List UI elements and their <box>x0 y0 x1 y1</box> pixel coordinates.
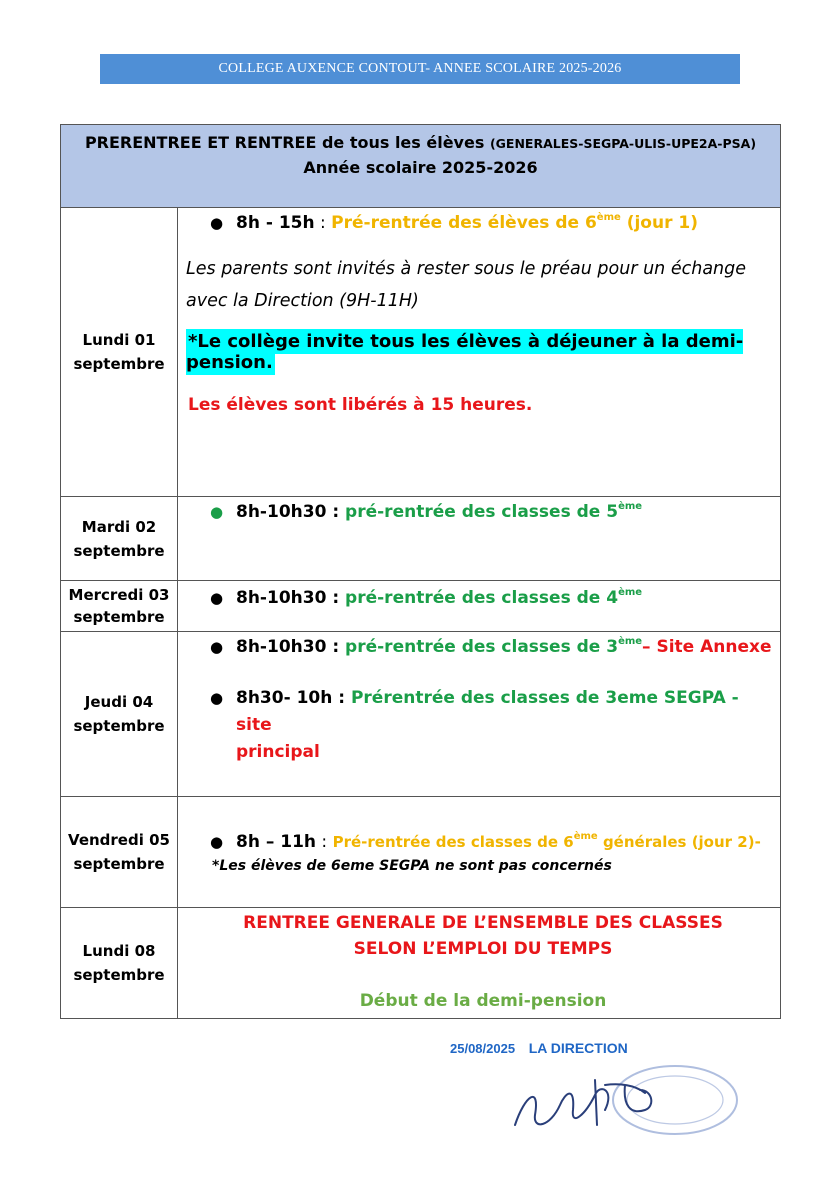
rentree-line-2: SELON L’EMPLOI DU TEMPS <box>353 939 613 959</box>
day-label: Jeudi 04 <box>84 693 154 711</box>
bullet-icon: ● <box>210 833 224 851</box>
signature-stamp-icon <box>505 1055 745 1155</box>
item-text: Prérentrée des classes de 3eme SEGPA - <box>350 688 739 708</box>
schedule-item <box>186 211 780 235</box>
bullet-icon: ● <box>210 589 224 607</box>
header-title: PRERENTREE ET RENTREE de tous les élèves <box>84 133 485 152</box>
schedule-item <box>186 635 780 659</box>
bullet-icon: ● <box>210 503 224 521</box>
release-note: Les élèves sont libérés à 15 heures. <box>188 395 533 415</box>
schedule-item <box>186 586 780 610</box>
table-row <box>61 632 781 797</box>
item-time: 8h-10h30 : <box>236 588 346 608</box>
footer-signatory: LA DIRECTION <box>528 1040 628 1056</box>
item-text: pré-rentrée des classes de 5 <box>345 502 619 522</box>
lunch-line <box>186 331 780 373</box>
item-sup: ème <box>618 636 643 647</box>
item-time: 8h – 11h <box>236 832 317 852</box>
table-row <box>61 581 781 632</box>
footer-date: 25/08/2025 <box>450 1041 516 1056</box>
day-cell <box>61 797 178 908</box>
parents-note: Les parents sont invités à rester sous le préau pour un échange avec la Direction (9H-11H) <box>186 259 747 311</box>
schedule-item <box>186 830 780 854</box>
item-time: 8h-10h30 : <box>236 637 346 657</box>
schedule-table <box>60 124 781 1019</box>
rentree-block <box>186 910 780 1014</box>
content-cell <box>178 497 781 581</box>
item-text-after: (jour 1) <box>620 213 698 233</box>
month-label: septembre <box>73 541 165 560</box>
item-text: Pré-rentrée des élèves de 6 <box>331 213 597 233</box>
header-year: Année scolaire 2025-2026 <box>303 158 538 177</box>
month-label: septembre <box>73 966 165 984</box>
day-cell <box>61 632 178 797</box>
footer <box>450 1040 628 1056</box>
header-subtitle: (GENERALES-SEGPA-ULIS-UPE2A-PSA) <box>489 136 757 151</box>
table-row <box>61 797 781 908</box>
item-separator: : <box>316 832 333 852</box>
table-row <box>61 497 781 581</box>
lunch-highlight: *Le collège invite tous les élèves à déjeuner à la demi-pension. <box>186 331 744 373</box>
item-sup: ème <box>573 831 598 842</box>
school-banner: COLLEGE AUXENCE CONTOUT- ANNEE SCOLAIRE 2025-2026 <box>100 54 740 84</box>
rentree-line-1: RENTREE GENERALE DE L’ENSEMBLE DES CLASSES <box>243 913 723 933</box>
schedule-item <box>186 500 780 524</box>
content-cell <box>178 632 781 797</box>
month-label: septembre <box>73 355 165 373</box>
table-row <box>61 208 781 497</box>
month-label: septembre <box>73 855 165 873</box>
header-title-line <box>61 133 780 152</box>
day-label: Lundi 08 <box>82 942 156 960</box>
item-sup: ème <box>618 587 643 598</box>
item-site: – Site Annexe <box>642 637 772 657</box>
item-site: site <box>236 715 272 735</box>
item-site-cont: principal <box>236 742 320 762</box>
demi-pension-line: Début de la demi-pension <box>359 991 607 1011</box>
month-label: septembre <box>73 608 165 626</box>
item-text: pré-rentrée des classes de 4 <box>345 588 619 608</box>
month-label: septembre <box>73 717 165 735</box>
day-cell <box>61 908 178 1019</box>
day-label: Lundi 01 <box>82 331 156 349</box>
day-label: Mardi 02 <box>81 517 157 536</box>
day-cell <box>61 581 178 632</box>
segpa-note: *Les élèves de 6eme SEGPA ne sont pas concernés <box>212 858 612 874</box>
item-time: 8h - 15h <box>236 213 315 233</box>
content-cell <box>178 908 781 1019</box>
content-cell <box>178 797 781 908</box>
content-cell <box>178 581 781 632</box>
item-text: Pré-rentrée des classes de 6 <box>332 833 574 851</box>
item-time: 8h-10h30 : <box>236 502 346 522</box>
item-text-after: générales (jour 2)- <box>597 833 761 851</box>
schedule-item <box>186 685 780 766</box>
day-cell <box>61 208 178 497</box>
day-label: Vendredi 05 <box>68 831 170 849</box>
bullet-icon: ● <box>210 214 224 232</box>
item-time: 8h30- 10h : <box>236 688 351 708</box>
table-row <box>61 908 781 1019</box>
day-cell <box>61 497 178 581</box>
item-sup: ème <box>596 212 621 223</box>
content-cell <box>178 208 781 497</box>
item-sup: ème <box>618 501 643 512</box>
item-text: pré-rentrée des classes de 3 <box>345 637 619 657</box>
signature-strokes <box>515 1080 651 1125</box>
item-separator: : <box>314 213 332 233</box>
header-cell <box>61 125 781 208</box>
bullet-icon: ● <box>210 689 224 707</box>
header-row <box>61 125 781 208</box>
day-label: Mercredi 03 <box>68 586 170 604</box>
stamp-inner-ring <box>627 1076 723 1124</box>
bullet-icon: ● <box>210 638 224 656</box>
